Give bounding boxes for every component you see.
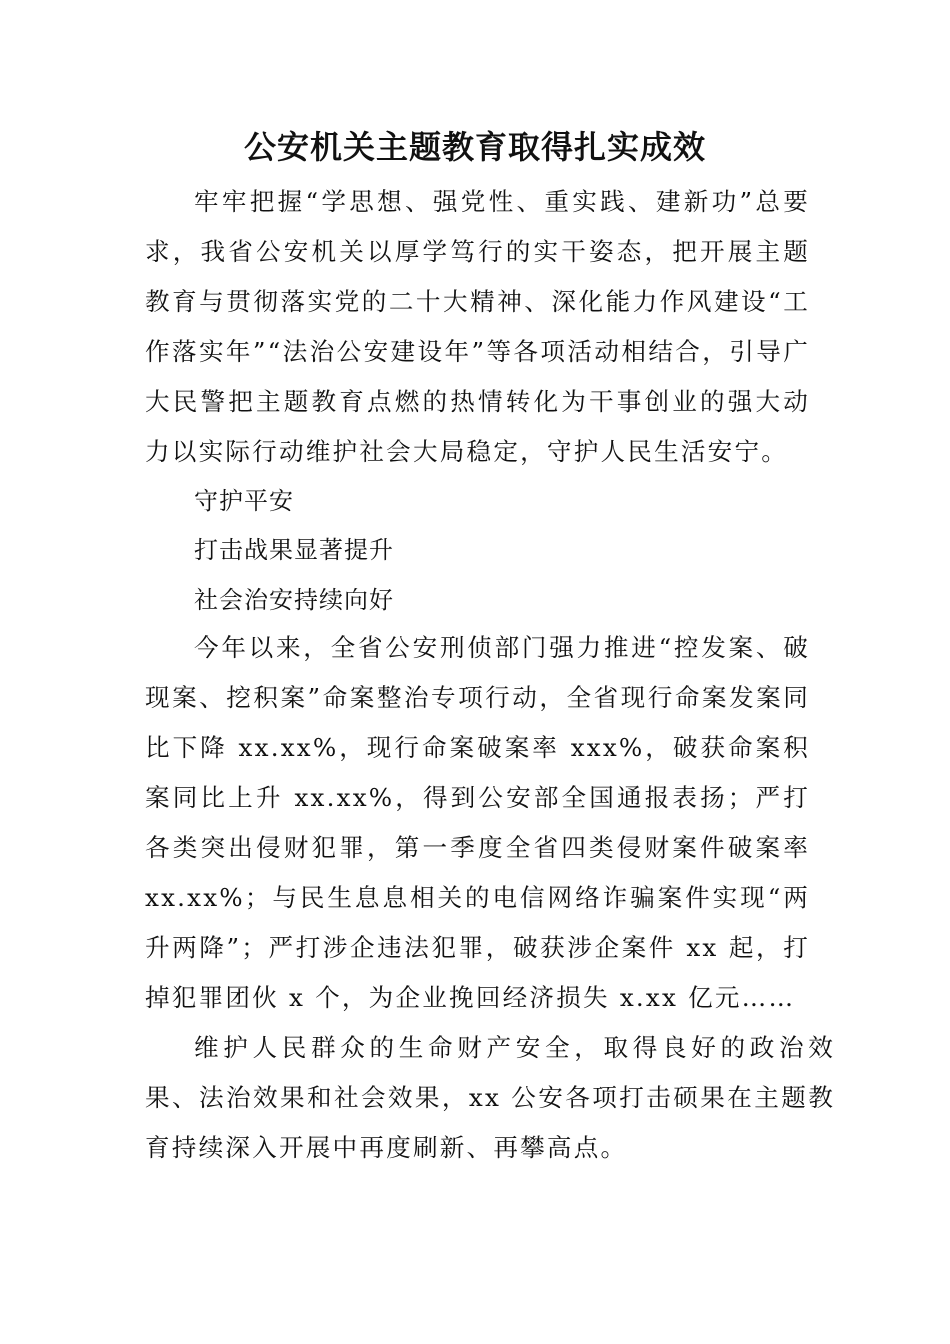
section-heading-safety: 守护平安: [194, 487, 294, 515]
intro-paragraph: 牢牢把握“学思想、强党性、重实践、建新功”总要求，我省公安机关以厚学笃行的实干姿态，把开展主题教育与贯彻落实党的二十大精神、深化能力作风建设“工作落实年”“法治公安建设年”等各项活动相结合，引导广大民警把主题教育点燃的热情转化为干事创业的强大动力以实际行动维护社会大局稳定，守护人民生活安宁。: [145, 187, 810, 466]
body-paragraph-results: 今年以来，全省公安刑侦部门强力推进“控发案、破现案、挖积案”命案整治专项行动，全省现行命案发案同比下降 xx.xx%，现行命案破案率 xxx%，破获命案积案同比上升 xx.xx%，得到公安部全国通报表扬；严打各类突出侵财犯罪，第一季度全省四类侵财案件破案率 xx.xx%；与民生息息相关的电信网络诈骗案件实现“两升两降”；严打涉企违法犯罪，破获涉企案件 xx 起，打掉犯罪团伙 x 个，为企业挽回经济损失 x.xx 亿元……: [145, 633, 810, 1012]
closing-paragraph: 维护人民群众的生命财产安全，取得良好的政治效果、法治效果和社会效果，xx 公安各项打击硕果在主题教育持续深入开展中再度刷新、再攀高点。: [145, 1033, 835, 1162]
section-heading-results: 打击战果显著提升: [194, 536, 394, 564]
document-title: 公安机关主题教育取得扎实成效: [243, 128, 706, 166]
section-heading-order: 社会治安持续向好: [194, 586, 394, 614]
